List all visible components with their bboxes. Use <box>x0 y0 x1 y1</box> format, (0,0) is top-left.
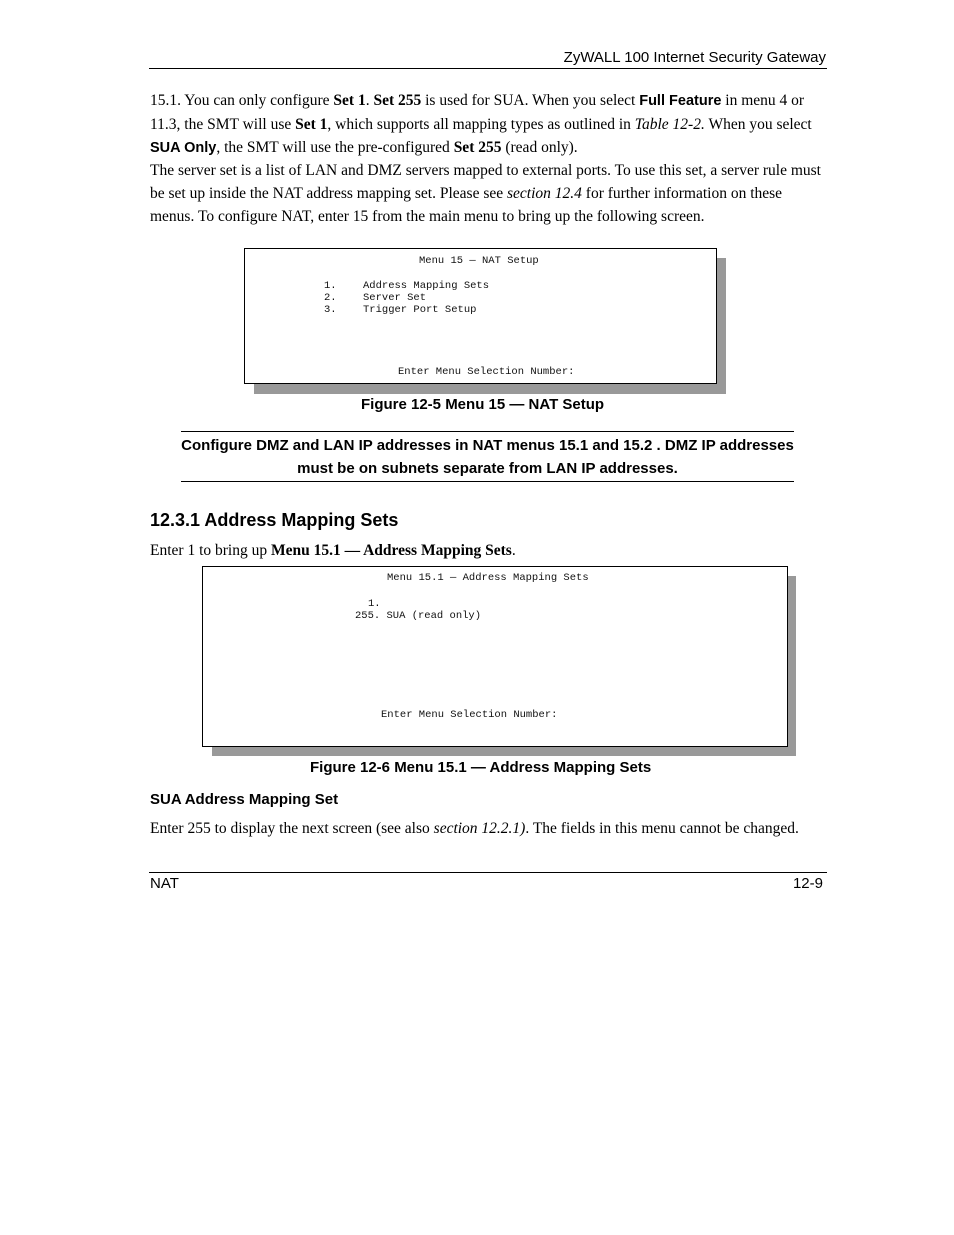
set-255-term-2: Set 255 <box>453 139 502 156</box>
header-rule <box>149 68 827 69</box>
section-reference: section 12.4 <box>507 185 582 202</box>
set-1-term: Set 1 <box>333 92 366 109</box>
intro-paragraph-1: 15.1. You can only configure Set 1. Set 255 is used for SUA. When you select Full Feature in menu 4 or 11.3, the SMT will use Set 1, which supports all mapping types as outlined in Table 12-2. When you select SUA Only, the SMT will use the pre-configured Set 255 (read only). <box>150 92 812 156</box>
menu151-line-sua: 255. SUA (read only) <box>355 610 482 622</box>
menu15-item-2-num: 2. <box>324 292 337 304</box>
footer-chapter: NAT <box>150 875 179 892</box>
menu15-prompt: Enter Menu Selection Number: <box>398 366 575 378</box>
set-1-term-2: Set 1 <box>295 116 328 133</box>
running-header: ZyWALL 100 Internet Security Gateway <box>563 49 826 66</box>
note-top-rule <box>181 431 794 432</box>
section-heading: 12.3.1 Address Mapping Sets <box>150 510 399 530</box>
dmz-lan-note: Configure DMZ and LAN IP addresses in NAT menus 15.1 and 15.2 . DMZ IP addresses must be on subnets separate from LAN IP addresses. <box>181 437 794 477</box>
footer-page-number: 12-9 <box>792 875 823 892</box>
table-reference: Table 12-2. <box>634 116 705 133</box>
menu-15-1-reference: Menu 15.1 — Address Mapping Sets <box>270 542 512 559</box>
menu151-title: Menu 15.1 — Address Mapping Sets <box>387 572 589 584</box>
section-paragraph: Enter 1 to bring up Menu 15.1 — Address Mapping Sets. <box>150 542 516 559</box>
menu15-item-3-num: 3. <box>324 304 337 316</box>
menu15-item-address-mapping-sets: Address Mapping Sets <box>363 280 490 292</box>
figure-12-5-caption: Figure 12-5 Menu 15 — NAT Setup <box>361 396 605 413</box>
full-feature-term: Full Feature <box>639 93 722 109</box>
sua-heading: SUA Address Mapping Set <box>150 791 339 808</box>
menu151-line-1: 1. <box>368 598 381 610</box>
set-255-term: Set 255 <box>373 92 422 109</box>
menu15-item-server-set: Server Set <box>363 292 427 304</box>
menu15-item-trigger-port-setup: Trigger Port Setup <box>363 304 477 316</box>
footer-rule <box>149 872 827 873</box>
figure-12-6-caption: Figure 12-6 Menu 15.1 — Address Mapping Sets <box>310 759 652 776</box>
menu151-screen <box>202 566 788 747</box>
note-bottom-rule <box>181 481 794 482</box>
section-12-2-1-reference: section 12.2.1) <box>433 820 526 837</box>
menu15-screen <box>244 248 717 384</box>
sua-paragraph: Enter 255 to display the next screen (see also section 12.2.1). The fields in this menu cannot be changed. <box>150 820 799 837</box>
menu15-title: Menu 15 — NAT Setup <box>419 255 539 267</box>
intro-paragraph-2: The server set is a list of LAN and DMZ servers mapped to external ports. To use this set, a server rule must be set up inside the NAT address mapping set. Please see section 12.4 for further information on these menus. To configure NAT, enter 15 from the main menu to bring up the following screen. <box>150 162 821 225</box>
sua-only-term: SUA Only <box>150 140 217 156</box>
menu15-item-1-num: 1. <box>324 280 337 292</box>
menu151-prompt: Enter Menu Selection Number: <box>381 709 558 721</box>
